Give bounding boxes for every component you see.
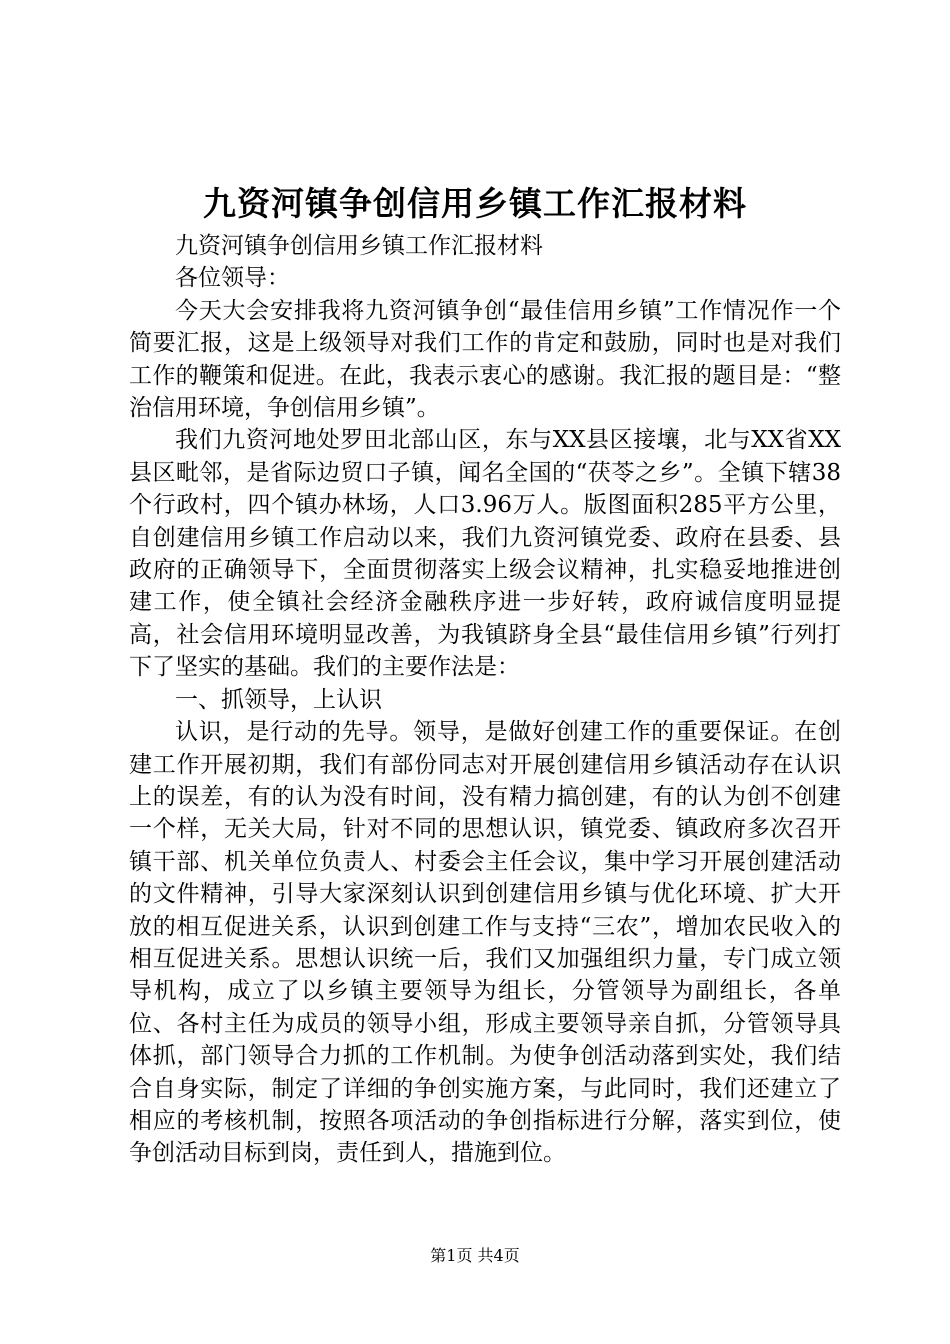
paragraph-section-1: 认识，是行动的先导。领导，是做好创建工作的重要保证。在创建工作开展初期，我们有部份同志对开展创建信用乡镇活动存在认识上的误差，有的认为没有时间，没有精力搞创建，有的认为创不创建一个样，无关大局，针对不同的思想认识，镇党委、镇政府多次召开镇干部、机关单位负责人、村委会主任会议，集中学习开展创建活动的文件精神，引导大家深刻认识到创建信用乡镇与优化环境、扩大开放的相互促进关系，认识到创建工作与支持“三农”，增加农民收入的相互促进关系。思想认识统一后，我们又加强组织力量，专门成立领导机构，成立了以乡镇主要领导为组长，分管领导为副组长，各单位、各村主任为成员的领导小组，形成主要领导亲自抓，分管领导具体抓，部门领导合力抓的工作机制。为使争创活动落到实处，我们结合自身实际，制定了详细的争创实施方案，与此同时，我们还建立了相应的考核机制，按照各项活动的争创指标进行分解，落实到位，使争创活动目标到岗，责任到人，措施到位。 (129, 719, 841, 1167)
paragraph-intro: 今天大会安排我将九资河镇争创“最佳信用乡镇”工作情况作一个简要汇报，这是上级领导对我们工作的肯定和鼓励，同时也是对我们工作的鞭策和促进。在此，我表示衷心的感谢。我汇报的题目是：“整治信用环境，争创信用乡镇”。 (129, 297, 841, 422)
paragraph-overview: 我们九资河地处罗田北部山区，东与XX县区接壤，北与XX省XX县区毗邻，是省际边贸口子镇，闻名全国的“茯苓之乡”。全镇下辖38个行政村，四个镇办林场，人口3.96万人。版图面积285平方公里，自创建信用乡镇工作启动以来，我们九资河镇党委、政府在县委、县政府的正确领导下，全面贯彻落实上级会议精神，扎实稳妥地推进创建工作，使全镇社会经济金融秩序进一步好转，政府诚信度明显提高，社会信用环境明显改善，为我镇跻身全县“最佳信用乡镇”行列打下了坚实的基础。我们的主要作法是： (129, 427, 841, 681)
section-heading-1: 一、抓领导，上认识 (175, 686, 382, 713)
document-body (129, 230, 841, 1170)
document-title: 九资河镇争创信用乡镇工作汇报材料 (203, 184, 747, 223)
page-number-footer: 第1页 共4页 (430, 1246, 520, 1265)
paragraph-subtitle: 九资河镇争创信用乡镇工作汇报材料 (175, 233, 543, 259)
paragraph-salutation: 各位领导： (175, 265, 290, 292)
